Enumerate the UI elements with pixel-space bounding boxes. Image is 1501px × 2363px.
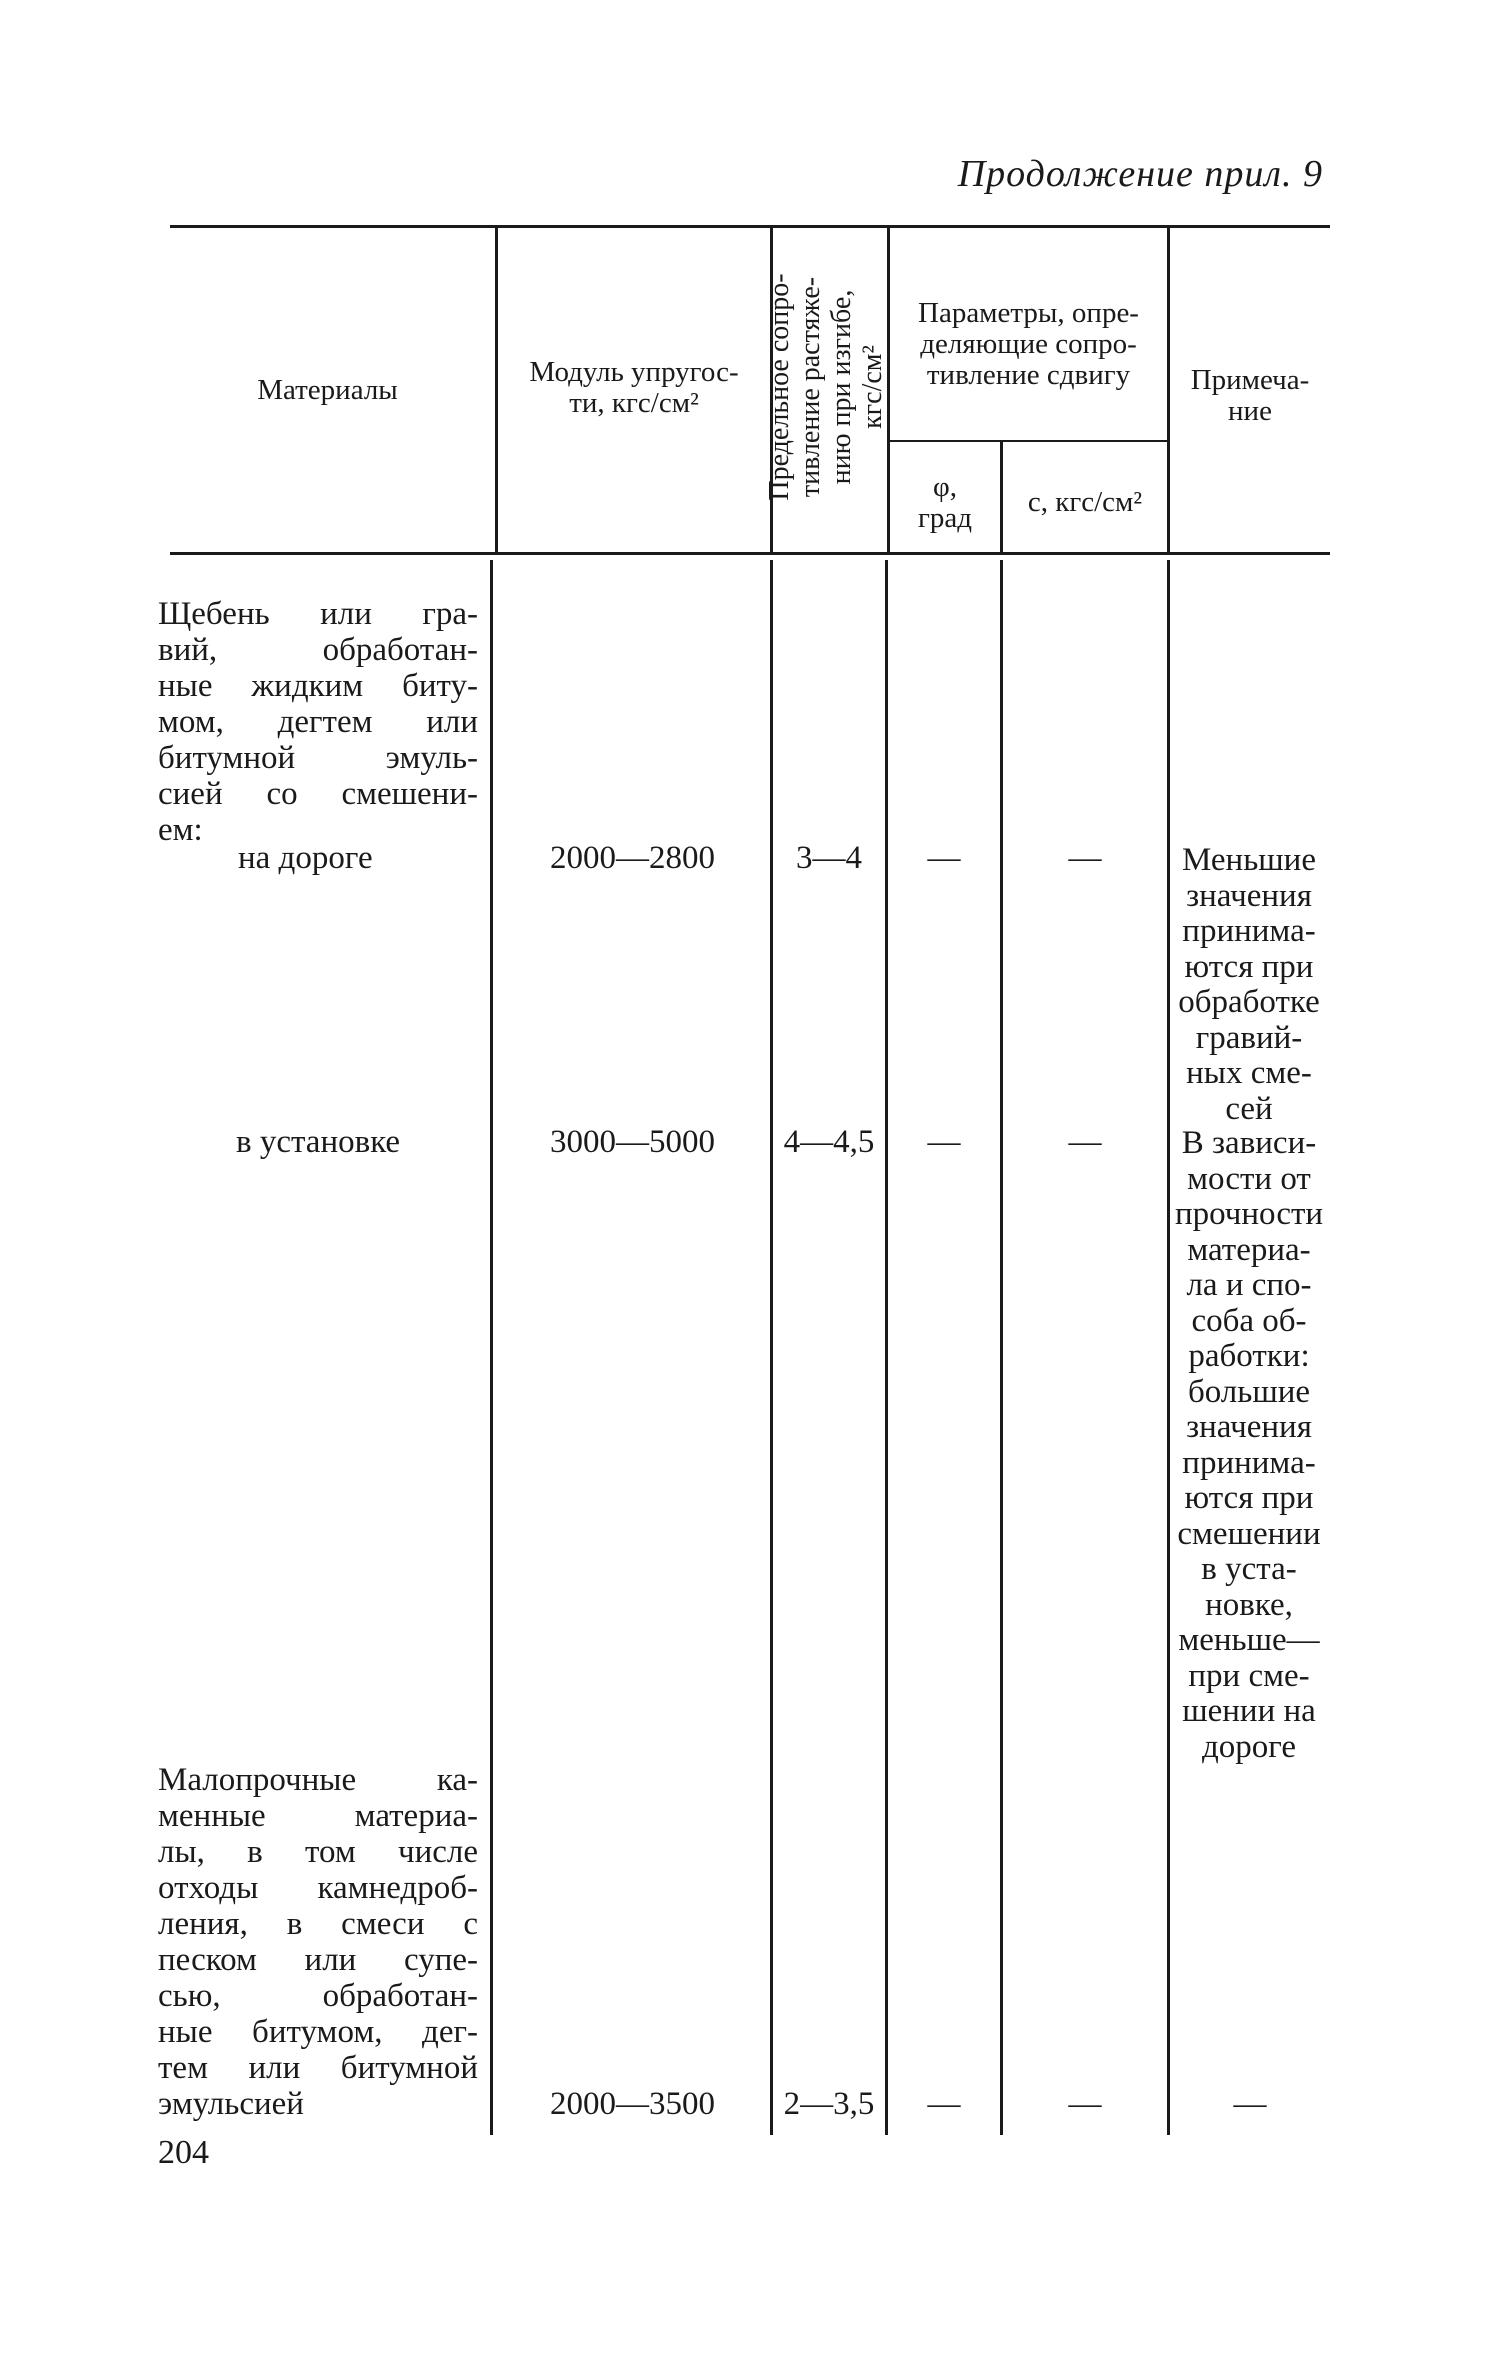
- row2-note: [1168, 1126, 1330, 1765]
- note-line: ются при: [1184, 1480, 1314, 1516]
- note-line: дороге: [1201, 1728, 1297, 1765]
- header-tensile-line: нию при изгибе,: [826, 289, 857, 485]
- note-line: сей: [1225, 1090, 1273, 1127]
- material-line: вий, обработан-: [158, 632, 478, 668]
- material-line: эмульсией: [158, 2086, 304, 2122]
- material-group1-text: [158, 596, 478, 848]
- note-line: при сме-: [1188, 1657, 1310, 1694]
- note-line: принима-: [1182, 913, 1316, 949]
- row1-c: —: [1068, 840, 1102, 876]
- material-line: сью, обработан-: [158, 1978, 478, 2014]
- shear-group-rule: [890, 440, 1170, 442]
- note-line: ных сме-: [1186, 1055, 1312, 1091]
- header-shear-line: тивление сдвигу: [926, 359, 1131, 391]
- row1-material: на дороге: [238, 840, 373, 876]
- material-line: битумной эмуль-: [158, 740, 478, 776]
- header-shear-line: деляющие сопро-: [920, 328, 1137, 360]
- row2-phi: —: [927, 1124, 961, 1160]
- body-col-sep-4: [1000, 560, 1003, 2135]
- note-line: смешении: [1177, 1515, 1321, 1552]
- note-line: материа-: [1187, 1231, 1311, 1268]
- note-line: обработке: [1178, 984, 1320, 1020]
- header-materials: Материалы: [257, 374, 398, 406]
- body-col-sep-3: [885, 560, 888, 2135]
- row2-tensile: 4—4,5: [783, 1124, 875, 1160]
- note-line: значения: [1186, 877, 1312, 914]
- material-line: ные битумом, дег-: [158, 2014, 478, 2050]
- note-line: ла и спо-: [1186, 1267, 1312, 1303]
- header-tensile: [762, 222, 890, 552]
- row1-phi: —: [927, 840, 961, 876]
- note-line: работки:: [1188, 1338, 1310, 1374]
- header-phi-line: φ,: [933, 471, 957, 503]
- material-line: сией со смешени-: [158, 776, 478, 812]
- note-line: ются при: [1184, 948, 1314, 985]
- note-line: новке,: [1205, 1586, 1293, 1623]
- row2-modulus: 3000—5000: [550, 1124, 715, 1160]
- row3-c: —: [1068, 2086, 1102, 2122]
- running-head: Продолжение прил. 9: [957, 153, 1323, 195]
- header-notes: [1170, 365, 1330, 427]
- header-shear-line: Параметры, опре-: [918, 297, 1139, 329]
- row1-tensile: 3—4: [796, 840, 862, 876]
- body-col-sep-2: [770, 560, 773, 2135]
- header-notes-line: Примеча-: [1190, 364, 1310, 396]
- note-line: в уста-: [1201, 1551, 1297, 1587]
- row1-note: [1168, 843, 1330, 1127]
- row3-note: —: [1233, 2086, 1267, 2122]
- row2-c: —: [1068, 1124, 1102, 1160]
- material-line: менные материа-: [158, 1798, 478, 1834]
- material-line: ные жидким биту-: [158, 668, 478, 704]
- header-tensile-line: кгс/см²: [857, 345, 888, 429]
- material-group2-text: [158, 1762, 478, 2122]
- header-phi: [890, 472, 1000, 534]
- material-line: Малопрочные ка-: [158, 1762, 478, 1798]
- header-tensile-line: тивление растяже-: [795, 276, 826, 498]
- material-line: мом, дегтем или: [158, 704, 478, 740]
- note-line: значения: [1186, 1409, 1312, 1445]
- note-line: соба об-: [1191, 1302, 1307, 1339]
- material-line: ления, в смеси с: [158, 1906, 478, 1942]
- material-line: отходы камнедроб-: [158, 1870, 478, 1906]
- note-line: мости от: [1187, 1160, 1311, 1197]
- header-c: c, кгс/см²: [1027, 486, 1143, 518]
- note-line: принима-: [1182, 1444, 1316, 1481]
- row3-phi: —: [927, 2086, 961, 2122]
- header-shear-group: [890, 298, 1167, 391]
- header-modulus-line: ти, кгс/см²: [569, 387, 699, 419]
- header-tensile-line: Предельное сопро-: [764, 273, 795, 501]
- note-line: гравий-: [1195, 1019, 1303, 1056]
- header-modulus: [498, 357, 770, 419]
- header-modulus-line: Модуль упругос-: [529, 356, 739, 388]
- material-line: лы, в том числе: [158, 1834, 478, 1870]
- table-top-rule: [170, 225, 1330, 228]
- material-line: тем или битумной: [158, 2050, 478, 2086]
- header-bottom-rule: [170, 552, 1330, 555]
- header-notes-line: ние: [1228, 395, 1272, 427]
- row1-modulus: 2000—2800: [550, 840, 715, 876]
- material-line: песком или супе-: [158, 1942, 478, 1978]
- note-line: В зависи-: [1181, 1125, 1317, 1161]
- row3-tensile: 2—3,5: [783, 2086, 875, 2122]
- note-line: Меньшие: [1182, 842, 1316, 878]
- material-line: Щебень или гра-: [158, 596, 478, 632]
- note-line: прочности: [1174, 1196, 1324, 1232]
- row3-modulus: 2000—3500: [550, 2086, 715, 2122]
- page-number: 204: [158, 2134, 209, 2171]
- header-phi-line: град: [917, 502, 973, 534]
- note-line: шении на: [1182, 1693, 1316, 1729]
- row2-material: в установке: [236, 1124, 401, 1160]
- note-line: большие: [1187, 1373, 1311, 1410]
- material-line: ем:: [158, 812, 203, 848]
- note-line: меньше—: [1178, 1622, 1320, 1658]
- body-col-sep-1: [490, 560, 493, 2135]
